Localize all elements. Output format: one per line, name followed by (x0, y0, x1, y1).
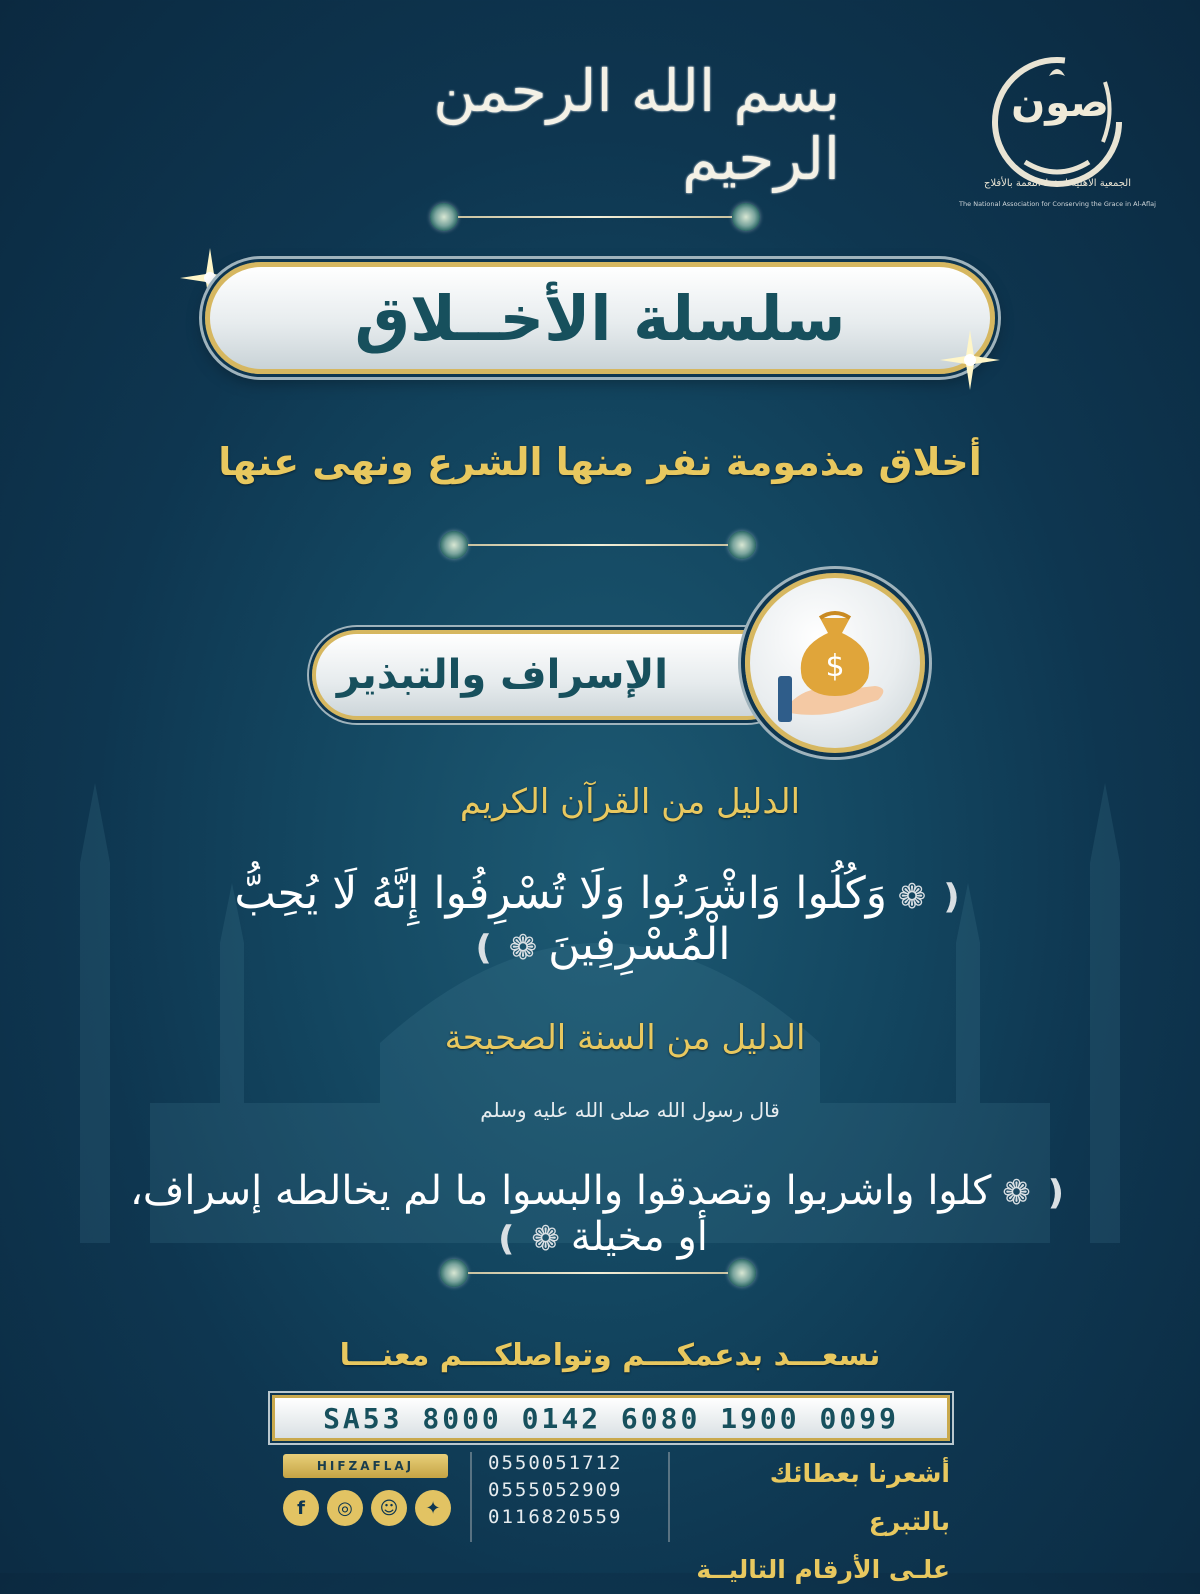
basmala-calligraphy: بسم الله الرحمن الرحيم (433, 57, 840, 193)
ornament-medallion (728, 1259, 756, 1287)
ornament-bracket-icon: ❪ ❁ (991, 1173, 1070, 1213)
phone-number[interactable]: 0555052909 (488, 1479, 623, 1501)
divider-line (458, 216, 732, 218)
donate-line-2: علـى الأرقام التاليــة (696, 1555, 950, 1584)
ornament-medallion (440, 531, 468, 559)
instagram-icon[interactable]: ◎ (327, 1490, 363, 1526)
logo-org-name-ar: الجمعية الأهلية لحفظ النعمة بالأفلاج (983, 178, 1132, 189)
quran-evidence-heading: الدليل من القرآن الكريم (459, 782, 801, 822)
logo-org-name-en: The National Association for Conserving the Grace in Al-Aflaj (959, 200, 1156, 208)
ornament-medallion (732, 203, 760, 231)
series-title: سلسلة الأخــلاق (354, 281, 846, 355)
ornament-divider (440, 530, 756, 560)
quran-verse-text: وَكُلُوا وَاشْرَبُوا وَلَا تُسْرِفُوا إِنَّهُ لَا يُحِبُّ الْمُسْرِفِينَ (234, 868, 887, 970)
twitter-icon[interactable]: ✦ (415, 1490, 451, 1526)
svg-text:$: $ (825, 649, 845, 684)
hadith (120, 1168, 1080, 1260)
ornament-bracket-icon: ❁ ❫ (469, 928, 549, 968)
sunnah-evidence-heading: الدليل من السنة الصحيحة (444, 1018, 806, 1058)
logo-wordmark: صون (1011, 80, 1109, 126)
money-bag-icon (750, 578, 920, 748)
social-icons (283, 1490, 451, 1526)
subtitle: أخلاق مذمومة نفر منها الشرع ونهى عنها (218, 440, 982, 484)
series-title-banner (205, 262, 995, 374)
hadith-intro: قال رسول الله صلى الله عليه وسلم (480, 1098, 780, 1122)
phone-list (488, 1450, 653, 1531)
donate-line-1: أشعرنا بعطائك بالتبرع (769, 1459, 950, 1536)
ornament-bracket-icon: ❪ ❁ (886, 877, 966, 917)
facebook-icon[interactable]: f (283, 1490, 319, 1526)
iban-box (272, 1395, 950, 1441)
ornament-medallion (440, 1259, 468, 1287)
support-thanks: نسعـــد بدعمكـــم وتواصلكـــم معنـــا (339, 1338, 881, 1373)
ornament-medallion (728, 531, 756, 559)
divider-line (468, 1272, 728, 1274)
donate-notice (680, 1450, 950, 1594)
phone-number[interactable]: 0116820559 (488, 1506, 623, 1528)
ornament-medallion (430, 203, 458, 231)
phone-number[interactable]: 0550051712 (488, 1452, 623, 1474)
divider-line (468, 544, 728, 546)
ornament-divider (440, 1258, 756, 1288)
ornament-divider (430, 202, 760, 232)
snapchat-icon[interactable]: ☺ (371, 1490, 407, 1526)
iban-number: SA53 8000 0142 6080 1900 0099 (323, 1401, 899, 1435)
hadith-text: كلوا واشربوا وتصدقوا والبسوا ما لم يخالطه إسراف، أو مخيلة (130, 1168, 992, 1260)
topic-banner (312, 630, 792, 720)
quran-verse (150, 868, 1050, 970)
topic-icon-badge (745, 573, 925, 753)
social-handle[interactable]: HIFZAFLAJ (283, 1454, 448, 1478)
ornament-bracket-icon: ❁ ❫ (492, 1219, 571, 1259)
footer-separator (470, 1452, 472, 1542)
footer-separator (668, 1452, 670, 1542)
sparkle-icon (940, 330, 1000, 390)
topic-title: الإسراف والتبذير (336, 652, 668, 698)
